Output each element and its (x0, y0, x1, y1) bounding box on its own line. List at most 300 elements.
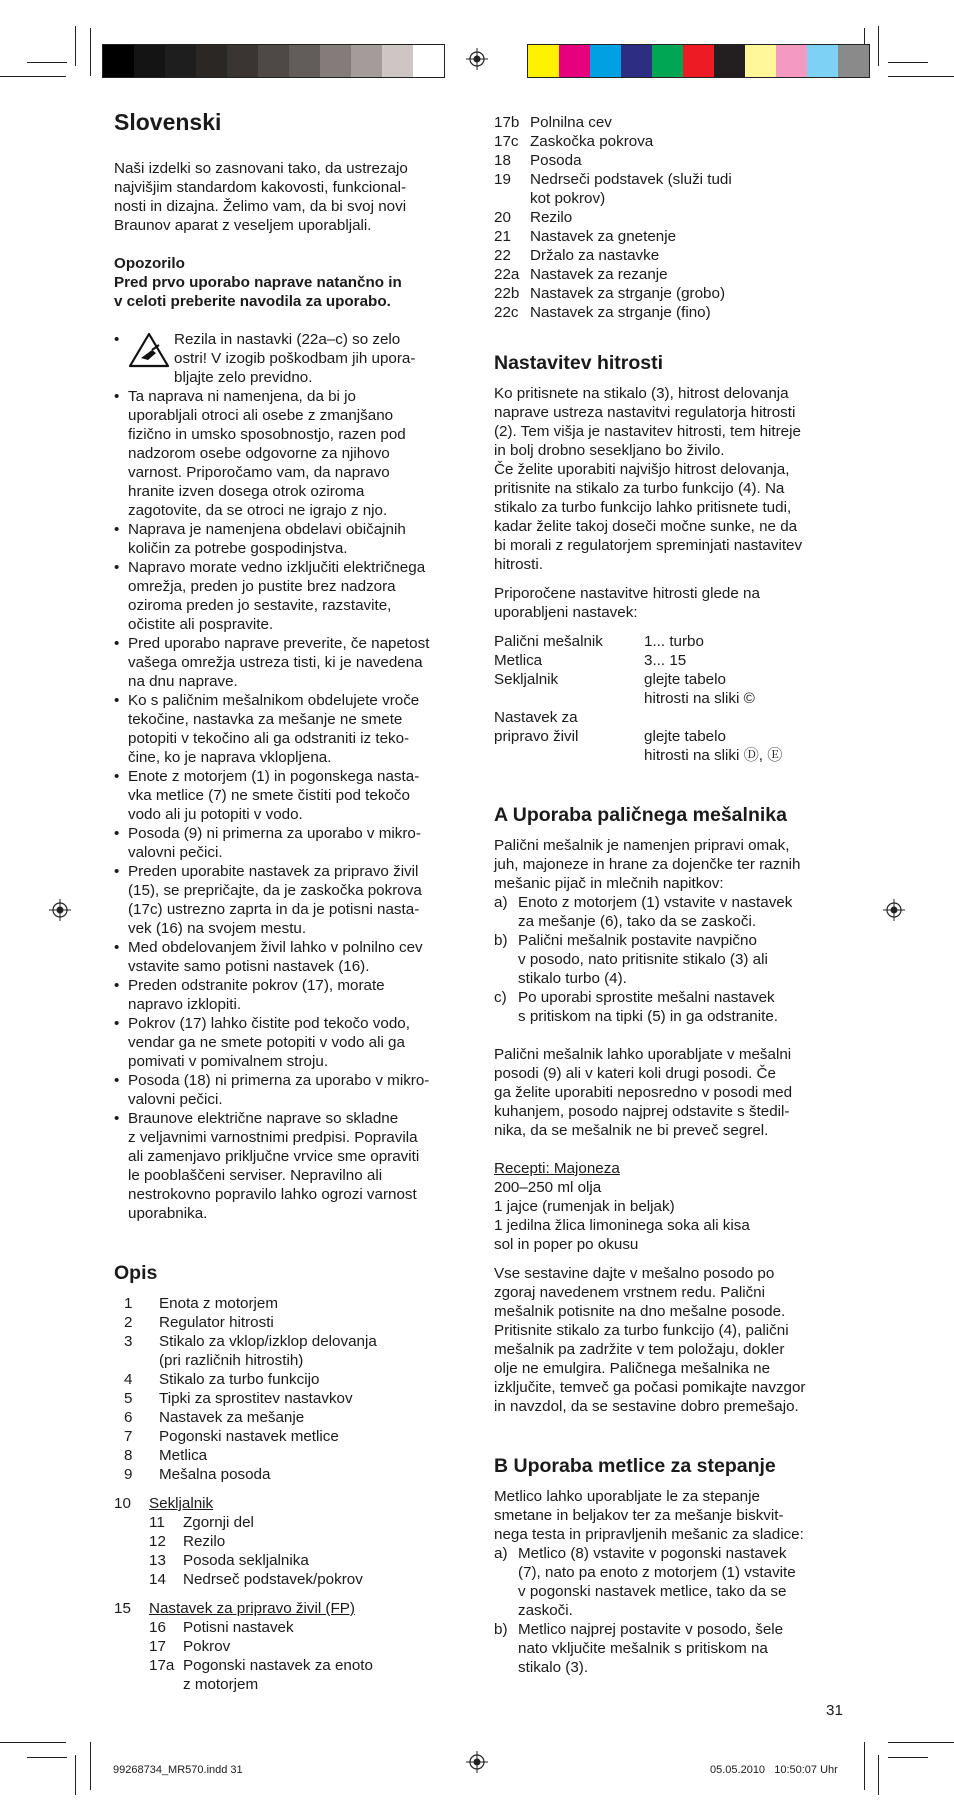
text-line: nato vključite mešalnik s pritiskom na (518, 1640, 768, 1657)
group-label: Sekljalnik (149, 1495, 214, 1512)
table-row (494, 689, 846, 708)
item-number: 22c (494, 304, 519, 321)
item-text (530, 246, 659, 265)
list-item (114, 1656, 476, 1694)
item-text (530, 303, 711, 322)
text-line: • Posoda (18) ni primerna za uporabo v mikro- (128, 1072, 430, 1089)
list-item (114, 691, 476, 767)
text-line: Stikalo za vklop/izklop delovanja (159, 1333, 377, 1350)
item-number: 5 (124, 1390, 133, 1407)
item-number: 21 (494, 228, 511, 245)
item-number: 11 (149, 1514, 165, 1531)
text-line: Vse sestavine dajte v mešalno posodo po (494, 1265, 775, 1282)
text-line: Zgornji del (183, 1514, 254, 1531)
text-line: Pred prvo uporabo naprave natančno in (114, 274, 402, 291)
whisk-steps (494, 1544, 846, 1677)
text-line: izključite, temveč ga počasi pomikajte navzgor (494, 1379, 806, 1396)
crop-mark (0, 76, 66, 77)
item-text (183, 1570, 363, 1589)
text-line: bi morali z regulatorjem spreminjati nastavitev (494, 537, 803, 554)
item-number: 18 (494, 152, 511, 169)
text-line: Zaskočka pokrova (530, 133, 654, 150)
text-line: (17c) ustrezno zaprta in da je potisni nasta- (128, 901, 420, 918)
text-line: • Pred uporabo naprave preverite, če napetost (128, 635, 430, 652)
item-number: 22 (494, 247, 511, 264)
item-number: c) (494, 989, 507, 1006)
text-line: 1 jajce (rumenjak in beljak) (494, 1198, 675, 1215)
table-row (494, 727, 846, 746)
crop-mark (888, 76, 954, 77)
item-number: 4 (124, 1371, 133, 1388)
item-text (530, 170, 732, 208)
text-line: • Pokrov (17) lahko čistite pod tekočo vodo, (128, 1015, 410, 1032)
text-line: Nastavek za gnetenje (530, 228, 677, 245)
color-swatch (621, 45, 652, 77)
cmyk-color-bar (527, 44, 870, 78)
item-text (530, 265, 668, 284)
text-line: • Ko s paličnim mešalnikom obdelujete vroče (128, 692, 420, 709)
text-line: Po uporabi sprostite mešalni nastavek (518, 989, 775, 1006)
speed-paragraph (494, 384, 846, 574)
table-cell-attachment (494, 746, 644, 765)
text-line: Palični mešalnik je namenjen pripravi omak, (494, 837, 790, 854)
text-line: (pri različnih hitrostih) (159, 1352, 304, 1369)
crop-mark (27, 62, 67, 63)
text-line: 200–250 ml olja (494, 1179, 602, 1196)
item-text (159, 1389, 353, 1408)
color-swatch (382, 45, 413, 77)
text-line: v posodo, nato pritisnite stikalo (3) ali (518, 951, 768, 968)
text-line: vodo ali ju potopiti v vodo. (128, 806, 303, 823)
registration-mark-icon (883, 899, 905, 921)
text-line: Posoda (530, 152, 582, 169)
text-line: in bolj drobno sesekljano bo živilo. (494, 442, 725, 459)
table-cell-speed: 1... turbo (644, 633, 704, 650)
text-line: olje ne emulgira. Paličnega mešalnika ne (494, 1360, 771, 1377)
item-number: 12 (149, 1533, 166, 1550)
list-item (494, 170, 846, 208)
text-line: • Enote z motorjem (1) in pogonskega nasta- (128, 768, 420, 785)
list-item (114, 387, 476, 520)
list-item (494, 113, 846, 132)
text-line: Potisni nastavek (183, 1619, 294, 1636)
text-line: (7), nato pa enoto z motorjem (1) vstavite (518, 1564, 796, 1581)
registration-mark-icon (466, 48, 488, 70)
text-line: Nedrseč podstavek/pokrov (183, 1571, 363, 1588)
text-line: bljajte zelo previdno. (174, 369, 313, 386)
text-line: Naši izdelki so zasnovani tako, da ustrezajo (114, 160, 408, 177)
text-line: oziroma preden jo sestavite, razstavite, (128, 597, 392, 614)
text-line: naprave ustreza nastavitvi regulatorja hitrosti (494, 404, 796, 421)
item-number: 3 (124, 1333, 133, 1350)
table-row (494, 708, 846, 727)
text-line: kuhanjem, posodo najprej odstavite s štedil- (494, 1103, 790, 1120)
list-item (494, 931, 846, 988)
parts-group-food-processor (114, 1599, 476, 1694)
text-line: z motorjem (183, 1676, 259, 1693)
text-line: stikalo turbo (4). (518, 970, 627, 987)
text-line: nestrokovno popravilo lahko ogrozi varnost (128, 1186, 417, 1203)
text-line: valovni pečici. (128, 844, 223, 861)
text-line: sol in poper po okusu (494, 1236, 639, 1253)
item-text (183, 1551, 309, 1570)
item-text (518, 1620, 783, 1677)
item-text (183, 1532, 225, 1551)
item-text (183, 1656, 373, 1694)
text-line: Enoto z motorjem (1) vstavite v nastavek (518, 894, 793, 911)
text-line: očistite ali pospravite. (128, 616, 274, 633)
item-number: 17b (494, 114, 520, 131)
item-text (530, 227, 676, 246)
section-title-blender: A Uporaba paličnega mešalnika (494, 804, 787, 826)
group-label: Nastavek za pripravo živil (FP) (149, 1600, 355, 1617)
text-line: Rezilo (530, 209, 573, 226)
list-item (114, 862, 476, 938)
list-item (494, 284, 846, 303)
item-number: 10 (114, 1495, 131, 1512)
crop-mark (888, 1757, 928, 1758)
text-line: pomivati v pomivalnem stroju. (128, 1053, 329, 1070)
text-line: Mešalna posoda (159, 1466, 271, 1483)
text-line: (2). Tem višja je nastavitev hitrosti, tem hitreje (494, 423, 801, 440)
text-line: nega testa in pripravljenih mešanic za sladice: (494, 1526, 804, 1543)
list-item (494, 1620, 846, 1677)
text-line: • Preden odstranite pokrov (17), morate (128, 977, 385, 994)
text-line: stikalo (3). (518, 1659, 589, 1676)
crop-mark (27, 1757, 67, 1758)
list-item (114, 1109, 476, 1223)
list-item (494, 1544, 846, 1620)
whisk-paragraph (494, 1487, 846, 1544)
crop-mark (888, 62, 928, 63)
text-line: Ko pritisnete na stikalo (3), hitrost delovanja (494, 385, 789, 402)
color-swatch (776, 45, 807, 77)
text-line: napravo izklopiti. (128, 996, 242, 1013)
item-text (183, 1637, 230, 1656)
text-line: Pogonski nastavek metlice (159, 1428, 339, 1445)
color-swatch (134, 45, 165, 77)
item-number: 17 (149, 1638, 166, 1655)
parts-list (114, 1294, 476, 1484)
color-swatch (196, 45, 227, 77)
color-swatch (351, 45, 382, 77)
table-cell-speed: hitrosti na sliki © (644, 690, 755, 707)
crop-mark (888, 1742, 954, 1743)
section-title-whisk: B Uporaba metlice za stepanje (494, 1455, 776, 1477)
text-line: Palični mešalnik postavite navpično (518, 932, 757, 949)
crop-mark (75, 26, 76, 66)
item-number: 14 (149, 1571, 166, 1588)
item-number: 9 (124, 1466, 133, 1483)
text-line: Tipki za sprostitev nastavkov (159, 1390, 353, 1407)
item-number: b) (494, 932, 508, 949)
sharp-blade-warning-icon (128, 332, 170, 368)
text-line: Metlico lahko uporabljate le za stepanje (494, 1488, 760, 1505)
text-line: omrežja, preden jo pustite brez nadzora (128, 578, 396, 595)
item-text (518, 1544, 796, 1620)
item-text (183, 1618, 294, 1637)
text-line: ostri! V izogib poškodbam jih upora- (174, 350, 416, 367)
list-item (124, 1389, 476, 1408)
text-line: vstavite samo potisni nastavek (16). (128, 958, 370, 975)
text-line: • Napravo morate vedno izključiti električnega (128, 559, 426, 576)
table-cell-attachment: Metlica (494, 652, 543, 669)
table-cell-attachment: Nastavek za (494, 709, 578, 726)
item-number: 2 (124, 1314, 133, 1331)
color-swatch (103, 45, 134, 77)
table-cell-attachment (494, 689, 644, 708)
text-line: mešalnik potisnite na dno mešalne posode. (494, 1303, 786, 1320)
item-text (530, 132, 653, 151)
item-number: 20 (494, 209, 511, 226)
text-line: Posoda sekljalnika (183, 1552, 309, 1569)
parts-group-chopper (114, 1494, 476, 1589)
crop-mark (90, 1742, 91, 1790)
text-line: Stikalo za turbo funkcijo (159, 1371, 320, 1388)
text-line: potopiti v tekočino ali ga odstraniti iz teko- (128, 730, 410, 747)
list-item (494, 151, 846, 170)
item-number: 16 (149, 1619, 166, 1636)
section-title-speed: Nastavitev hitrosti (494, 352, 664, 374)
registration-mark-icon (49, 899, 71, 921)
text-line: Regulator hitrosti (159, 1314, 274, 1331)
text-line: juh, majoneze in hrane za dojenčke ter raznih (494, 856, 801, 873)
left-column (114, 108, 476, 1694)
text-line: z veljavnimi varnostnimi predpisi. Popravila (128, 1129, 418, 1146)
table-cell-speed: 3... 15 (644, 652, 687, 669)
text-line: le pooblaščeni serviser. Nepravilno ali (128, 1167, 383, 1184)
text-line: kot pokrov) (530, 190, 606, 207)
speed-paragraph (494, 584, 846, 622)
table-cell-attachment: Palični mešalnik (494, 633, 603, 650)
text-line: Nastavek za rezanje (530, 266, 668, 283)
item-text (518, 988, 778, 1026)
item-number: 17a (149, 1657, 175, 1674)
text-line: uporabljali otroci ali osebe z zmanjšano (128, 407, 394, 424)
item-text (518, 893, 792, 931)
recipe-title: Recepti: Majoneza (494, 1160, 620, 1177)
color-swatch (528, 45, 559, 77)
color-swatch (165, 45, 196, 77)
text-line: smetane in beljakov ter za mešanje biskvit- (494, 1507, 784, 1524)
list-item (114, 330, 476, 387)
list-item (114, 976, 476, 1014)
text-line: Metlico (8) vstavite v pogonski nastavek (518, 1545, 787, 1562)
list-item (124, 1408, 476, 1427)
text-line: nosti in dizajna. Želimo vam, da bi svoj novi (114, 198, 407, 215)
list-item (114, 520, 476, 558)
blender-steps (494, 893, 846, 1026)
text-line: ga želite uporabiti neposredno v posodi med (494, 1084, 793, 1101)
list-item (114, 1618, 476, 1637)
text-line: varnost. Priporočamo vam, da napravo (128, 464, 390, 481)
list-item (114, 767, 476, 824)
text-line: in navzdol, da se sestavine dobro premešajo. (494, 1398, 799, 1415)
text-line: fizično in umsko sposobnostjo, razen pod (128, 426, 406, 443)
text-line: Pritisnite stikalo za turbo funkcijo (4), palični (494, 1322, 789, 1339)
text-line: • Ta naprava ni namenjena, da bi jo (128, 388, 356, 405)
parts-list-continued (494, 113, 846, 322)
list-item (494, 132, 846, 151)
text-line: v pogonski nastavek metlice, tako da se (518, 1583, 787, 1600)
item-text (183, 1513, 254, 1532)
text-line: Polnilna cev (530, 114, 612, 131)
item-number: a) (494, 894, 508, 911)
safety-bullet-list (114, 330, 476, 387)
text-line: Če želite uporabiti najvišjo hitrost delovanja, (494, 461, 790, 478)
text-line: stikalo za turbo funkcijo lahko pritisnete tudi, (494, 499, 792, 516)
grayscale-color-bar (102, 44, 445, 78)
list-item (494, 227, 846, 246)
item-text (159, 1408, 304, 1427)
color-swatch (683, 45, 714, 77)
item-number: 7 (124, 1428, 133, 1445)
item-text (530, 113, 612, 132)
warning-heading: Opozorilo (114, 255, 185, 272)
color-swatch (838, 45, 869, 77)
color-swatch (258, 45, 289, 77)
item-number: 22b (494, 285, 520, 302)
text-line: vek (16) na svojem mestu. (128, 920, 307, 937)
page-title: Slovenski (114, 109, 222, 135)
recipe-paragraph (494, 1264, 846, 1416)
safety-bullet-list (114, 387, 476, 1223)
text-line: Enota z motorjem (159, 1295, 279, 1312)
table-cell-speed: hitrosti na sliki Ⓓ, Ⓔ (644, 747, 783, 764)
text-line: (15), se prepričajte, da je zaskočka pokrova (128, 882, 422, 899)
table-row (494, 632, 846, 651)
color-swatch (289, 45, 320, 77)
color-swatch (590, 45, 621, 77)
table-cell-attachment: Sekljalnik (494, 671, 559, 688)
color-swatch (413, 45, 444, 77)
list-item (114, 824, 476, 862)
item-text (530, 284, 725, 303)
group-heading (114, 1494, 476, 1513)
text-line: nadzorom osebe odgovorne za njihovo (128, 445, 390, 462)
text-line: Nedrseči podstavek (služi tudi (530, 171, 732, 188)
text-line: posodi (9) ali v kateri koli drugi posodi. Če (494, 1065, 776, 1082)
right-column (494, 113, 846, 1677)
color-swatch (652, 45, 683, 77)
text-line: najvišjim standardom kakovosti, funkcional- (114, 179, 407, 196)
group-heading (114, 1599, 476, 1618)
color-swatch (745, 45, 776, 77)
item-number: a) (494, 1545, 508, 1562)
recipe-ingredients (494, 1178, 846, 1254)
table-row (494, 670, 846, 689)
list-item (494, 208, 846, 227)
item-number: 13 (149, 1552, 166, 1569)
section-title-opis: Opis (114, 1262, 158, 1284)
text-line: • Preden uporabite nastavek za pripravo živil (128, 863, 419, 880)
text-line: čine, ko je naprava vklopljena. (128, 749, 332, 766)
item-number: 17c (494, 133, 519, 150)
text-line: nika, da se mešalnik ne bi preveč segrel. (494, 1122, 769, 1139)
crop-mark (75, 1755, 76, 1795)
item-number: 22a (494, 266, 520, 283)
list-item (114, 558, 476, 634)
list-item (124, 1370, 476, 1389)
text-line: vašega omrežja ustreza tisti, ki je navedena (128, 654, 423, 671)
text-line: Metlica (159, 1447, 208, 1464)
blade-warning-text (174, 330, 415, 387)
text-line: količin za potrebe gospodinjstva. (128, 540, 348, 557)
crop-mark (864, 1742, 865, 1790)
item-number: 15 (114, 1600, 131, 1617)
footer-timestamp: 05.05.2010 10:50:07 Uhr (710, 1764, 838, 1776)
crop-mark (878, 26, 879, 66)
text-line: Nastavek za strganje (fino) (530, 304, 711, 321)
list-item (114, 1014, 476, 1071)
text-line: tekočine, nastavka za mešanje ne smete (128, 711, 403, 728)
text-line: uporabljeni nastavek: (494, 604, 638, 621)
item-number: 8 (124, 1447, 133, 1464)
text-line: Nastavek za strganje (grobo) (530, 285, 725, 302)
list-item (114, 1551, 476, 1570)
item-number: 6 (124, 1409, 133, 1426)
text-line: Rezilo (183, 1533, 226, 1550)
text-line: Metlico najprej postavite v posodo, šele (518, 1621, 784, 1638)
color-swatch (807, 45, 838, 77)
text-line: vendar ga ne smete potopiti v vodo ali ga (128, 1034, 405, 1051)
text-line: s pritiskom na tipki (5) in ga odstranite. (518, 1008, 778, 1025)
list-item (124, 1446, 476, 1465)
text-line: • Med obdelovanjem živil lahko v polnilno cev (128, 939, 423, 956)
item-text (159, 1427, 339, 1446)
crop-mark (0, 1742, 66, 1743)
text-line: Pogonski nastavek za enoto (183, 1657, 373, 1674)
item-number: 1 (124, 1295, 133, 1312)
color-swatch (227, 45, 258, 77)
item-text (159, 1370, 319, 1389)
list-item (124, 1313, 476, 1332)
text-line: zaskoči. (518, 1602, 573, 1619)
text-line: Priporočene nastavitve hitrosti glede na (494, 585, 760, 602)
list-item (124, 1332, 476, 1370)
text-line: mešalnik pa zadržite v tem položaju, dokler (494, 1341, 785, 1358)
crop-mark (90, 28, 91, 76)
item-text (159, 1313, 274, 1332)
text-line: 1 jedilna žlica limoninega soka ali kisa (494, 1217, 750, 1234)
text-line: Nastavek za mešanje (159, 1409, 305, 1426)
text-line: valovni pečici. (128, 1091, 223, 1108)
list-item (114, 634, 476, 691)
list-item (494, 893, 846, 931)
list-item (114, 1513, 476, 1532)
color-swatch (714, 45, 745, 77)
footer-file-name: 99268734_MR570.indd 31 (113, 1764, 243, 1776)
list-item (494, 246, 846, 265)
text-line: pritisnite na stikalo za turbo funkcijo (4). Na (494, 480, 785, 497)
list-item (114, 1637, 476, 1656)
list-item (494, 303, 846, 322)
text-line: za mešanje (6), tako da se zaskoči. (518, 913, 757, 930)
list-item (114, 1532, 476, 1551)
text-line: hitrosti. (494, 556, 543, 573)
text-line: mešanic pijač in mlečnih napitkov: (494, 875, 724, 892)
text-line: • Braunove električne naprave so skladne (128, 1110, 399, 1127)
table-row (494, 746, 846, 765)
table-cell-speed (644, 708, 648, 727)
list-item (494, 988, 846, 1026)
page-number: 31 (826, 1702, 843, 1719)
item-text (159, 1465, 270, 1484)
item-number: b) (494, 1621, 508, 1638)
text-line: • Rezila in nastavki (22a–c) so zelo (174, 331, 401, 348)
text-line: • Posoda (9) ni primerna za uporabo v mikro- (128, 825, 421, 842)
speed-table (494, 632, 846, 765)
